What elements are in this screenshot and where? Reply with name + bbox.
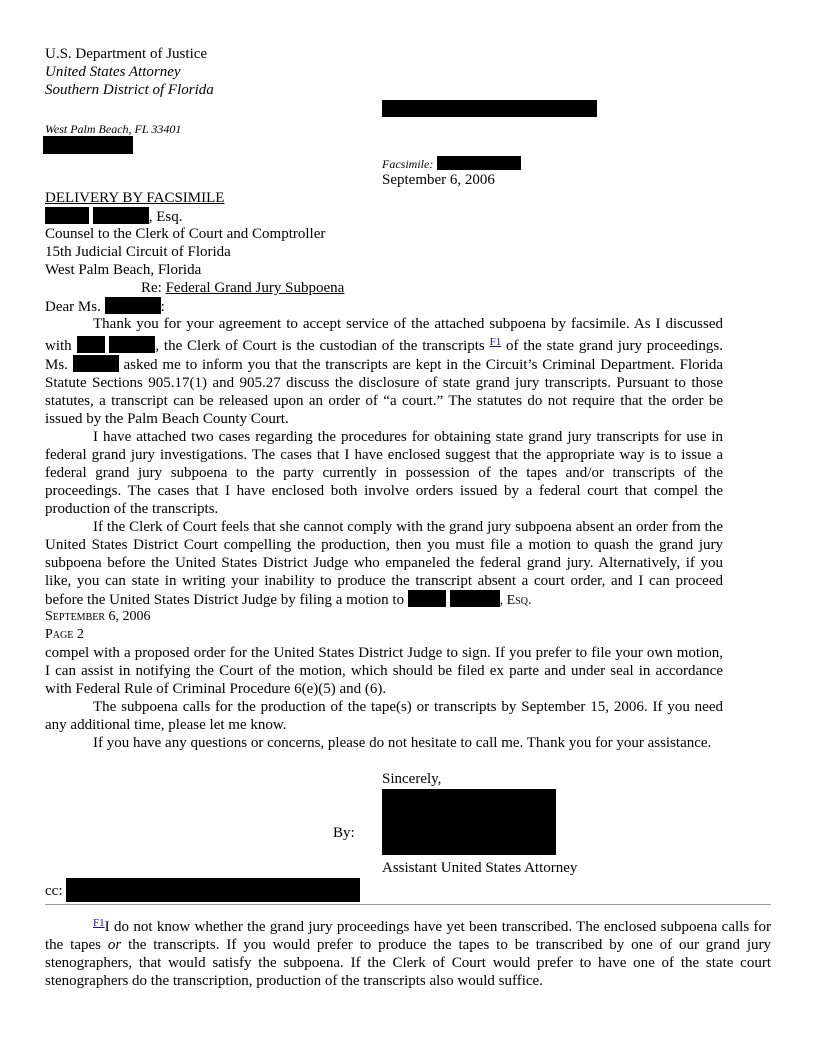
page-header-number: Page 2	[45, 627, 84, 642]
paragraph-6: If you have any questions or concerns, please do not hesitate to call me. Thank you for your assistance.	[93, 735, 712, 751]
office-name: United States Attorney	[45, 64, 181, 80]
cc-label: cc:	[45, 883, 63, 899]
paragraph-1	[45, 315, 723, 428]
recipient-title: Counsel to the Clerk of Court and Comptroller	[45, 226, 326, 242]
office-address: West Palm Beach, FL 33401	[45, 122, 182, 136]
letter-date: September 6, 2006	[382, 172, 495, 188]
sincerely: Sincerely,	[382, 771, 442, 787]
salutation	[45, 297, 165, 316]
footnote-text-b: the transcripts. If you would prefer to produce the tapes to be transcribed by one of our grand jury stenographers, that would satisfy the subpoena. If the Clerk of Court would prefer to have one of the state court stenographers do the transcription, production of the transcripts also would suffice.	[45, 937, 771, 989]
redacted-block	[73, 355, 119, 372]
dept-name: U.S. Department of Justice	[45, 46, 208, 62]
recipient-city: West Palm Beach, Florida	[45, 262, 202, 278]
paragraph-2: I have attached two cases regarding the procedures for obtaining state grand jury transcripts for use in federal grand jury investigations. The cases that I have enclosed suggest that the appropriate way is to issue a federal grand jury subpoena to the party currently in possession of the tapes and/or transcripts of the proceedings. The cases that I have enclosed both involve orders issued by a federal court that compel the production of the transcripts.	[45, 429, 723, 517]
district-name: Southern District of Florida	[45, 82, 214, 98]
paragraph-4: compel with a proposed order for the United States District Judge to sign. If you prefer to file your own motion, I can assist in notifying the Court of the motion, which should be filed ex parte and under seal in accordance with Federal Rule of Criminal Procedure 6(e)(5) and (6).	[45, 645, 723, 697]
p1-text-a: Thank you for your agreement to accept service of the attached subpoena by facsimile. As I discussed with	[45, 316, 723, 354]
redacted-block	[105, 297, 161, 314]
salutation-colon: :	[160, 299, 165, 315]
footnote-or: or	[107, 937, 122, 953]
redacted-block	[450, 590, 500, 607]
p1-text-c: of the state grand jury proceedings. Ms.	[45, 338, 724, 373]
paragraph-5: The subpoena calls for the production of the tape(s) or transcripts by September 15, 2006. If you need any additional time, please let me know.	[45, 699, 723, 733]
redacted-block	[109, 336, 155, 353]
footnote-divider	[45, 904, 771, 905]
cc-line	[45, 878, 360, 902]
recipient-name	[45, 207, 183, 226]
redacted-signature	[382, 789, 556, 855]
redacted-block	[382, 100, 597, 117]
footnote	[45, 914, 771, 990]
footnote-text-a: I do not know whether the grand jury proceedings have yet been transcribed. The enclosed subpoena calls for the tapes	[45, 919, 771, 953]
footnote-marker[interactable]: F1	[93, 917, 105, 929]
p1-text-b: , the Clerk of Court is the custodian of the transcripts	[155, 338, 485, 354]
redacted-block	[45, 207, 89, 224]
re-line	[141, 279, 344, 297]
recipient-esq: , Esq.	[148, 209, 183, 225]
paragraph-3	[45, 518, 723, 610]
recipient-court: 15th Judicial Circuit of Florida	[45, 244, 231, 260]
redacted-block	[408, 590, 446, 607]
salutation-text: Dear Ms.	[45, 299, 101, 315]
redacted-block	[437, 156, 521, 170]
fax-label: Facsimile:	[382, 157, 434, 171]
redacted-block	[77, 336, 105, 353]
by-label: By:	[333, 825, 355, 841]
delivery-method: DELIVERY BY FACSIMILE	[45, 190, 225, 206]
redacted-block	[43, 136, 133, 154]
page-header-date: September 6, 2006	[45, 609, 151, 624]
p3-text: If the Clerk of Court feels that she cannot comply with the grand jury subpoena absent an order from the United States District Court compelling the production, then you must file a motion to quash the grand jury subpoena before the United States District Judge who empaneled the federal grand jury. Alternatively, if you like, you can state in writing your inability to produce the transcript absent a court order, and I can proceed before the United States District Judge by filing a motion to	[45, 519, 723, 608]
p3-esq: , Esq.	[499, 593, 532, 608]
p1-text-d: asked me to inform you that the transcripts are kept in the Circuit’s Criminal Department. Florida Statute Sections 905.17(1) and 905.27 discuss the disclosure of state grand jury transcripts. Pursuant to those statutes, a transcript can be released upon an order of “a court.” The statutes do not require that the order be issued by the Palm Beach County Court.	[45, 357, 723, 427]
redacted-block	[93, 207, 149, 224]
footnote-link[interactable]: F1	[489, 336, 502, 348]
signer-title: Assistant United States Attorney	[382, 860, 578, 876]
re-label: Re:	[141, 280, 166, 296]
re-subject: Federal Grand Jury Subpoena	[165, 280, 345, 296]
redacted-block	[66, 878, 360, 902]
